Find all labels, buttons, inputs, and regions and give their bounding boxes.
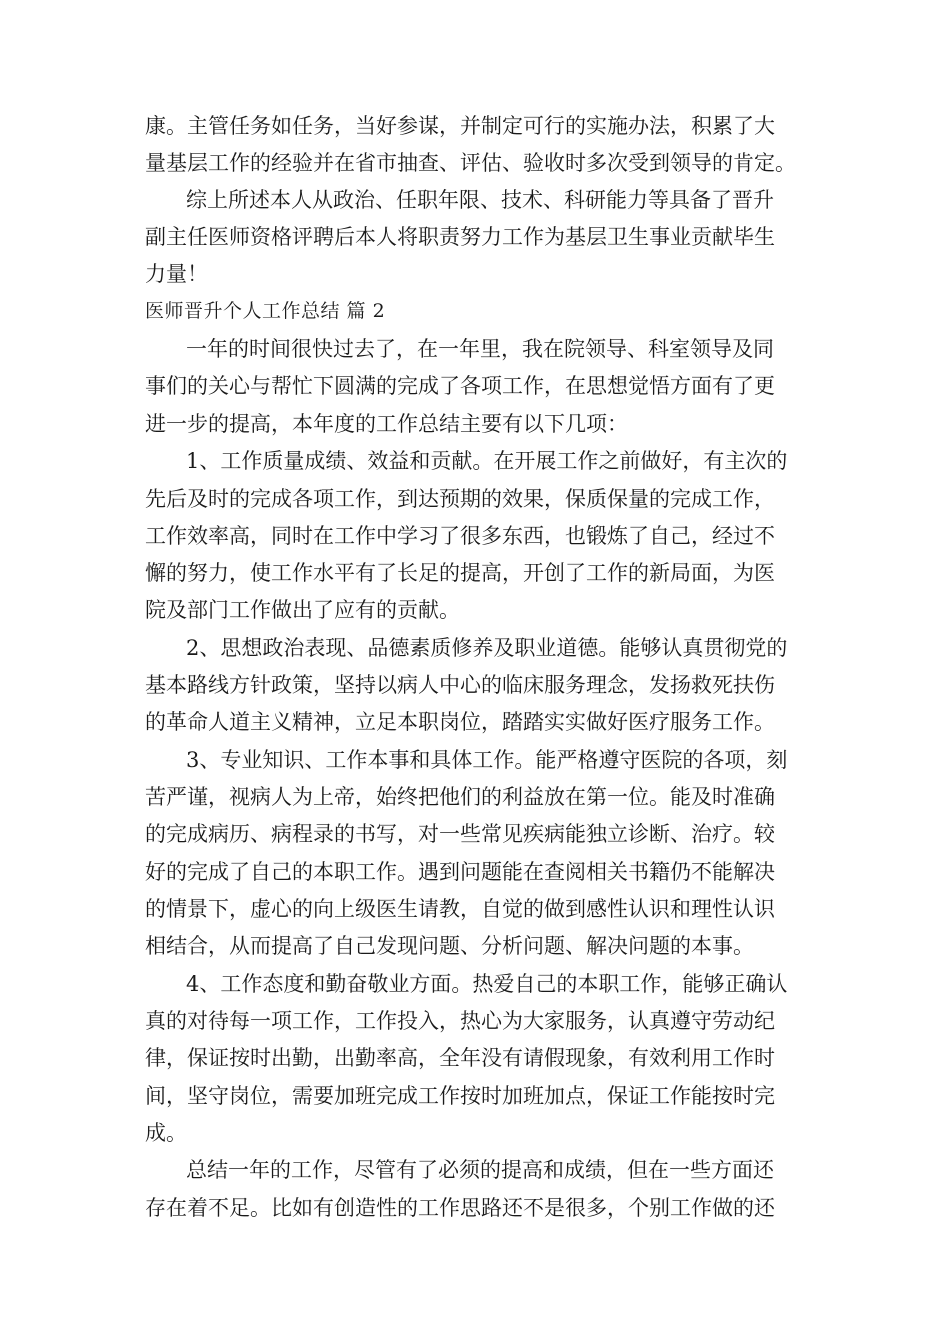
text-line: 工作效率高，同时在工作中学习了很多东西，也锻炼了自己，经过不: [145, 524, 775, 548]
text-line: 的完成病历、病程录的书写，对一些常见疾病能独立诊断、治疗。较: [145, 822, 775, 846]
text-line: 1、工作质量成绩、效益和贡献。在开展工作之前做好，有主次的: [186, 449, 788, 473]
text-line: 存在着不足。比如有创造性的工作思路还不是很多，个别工作做的还: [145, 1196, 775, 1220]
text-line: 律，保证按时出勤，出勤率高，全年没有请假现象，有效利用工作时: [145, 1046, 775, 1070]
text-line: 事们的关心与帮忙下圆满的完成了各项工作，在思想觉悟方面有了更: [145, 374, 775, 398]
text-line: 康。主管任务如任务，当好参谋，并制定可行的实施办法，积累了大: [145, 114, 775, 138]
text-line: 先后及时的完成各项工作，到达预期的效果，保质保量的完成工作，: [145, 487, 775, 511]
text-line: 力量！: [145, 262, 208, 286]
text-line: 量基层工作的经验并在省市抽查、评估、验收时多次受到领导的肯定。: [145, 151, 796, 175]
text-line: 苦严谨，视病人为上帝，始终把他们的利益放在第一位。能及时准确: [145, 785, 775, 809]
text-line: 综上所述本人从政治、任职年限、技术、科研能力等具备了晋升: [186, 188, 774, 212]
text-line: 的革命人道主义精神，立足本职岗位，踏踏实实做好医疗服务工作。: [145, 710, 775, 734]
text-line: 懈的努力，使工作水平有了长足的提高，开创了工作的新局面，为医: [145, 561, 775, 585]
text-line: 3、专业知识、工作本事和具体工作。能严格遵守医院的各项，刻: [186, 748, 788, 772]
text-line: 成。: [145, 1121, 187, 1145]
text-line: 副主任医师资格评聘后本人将职责努力工作为基层卫生事业贡献毕生: [145, 225, 775, 249]
text-line: 真的对待每一项工作，工作投入，热心为大家服务，认真遵守劳动纪: [145, 1009, 775, 1033]
text-line: 相结合，从而提高了自己发现问题、分析问题、解决问题的本事。: [145, 934, 754, 958]
text-line: 总结一年的工作，尽管有了必须的提高和成绩，但在一些方面还: [186, 1158, 774, 1182]
text-line: 的情景下，虚心的向上级医生请教，自觉的做到感性认识和理性认识: [145, 897, 775, 921]
text-line: 间，坚守岗位，需要加班完成工作按时加班加点，保证工作能按时完: [145, 1084, 775, 1108]
text-line: 4、工作态度和勤奋敬业方面。热爱自己的本职工作，能够正确认: [186, 972, 788, 996]
text-line: 一年的时间很快过去了，在一年里，我在院领导、科室领导及同: [186, 337, 774, 361]
text-line: 基本路线方针政策，坚持以病人中心的临床服务理念，发扬救死扶伤: [145, 673, 775, 697]
text-line: 进一步的提高，本年度的工作总结主要有以下几项：: [145, 412, 628, 436]
text-line: 2、思想政治表现、品德素质修养及职业道德。能够认真贯彻党的: [186, 636, 788, 660]
text-line: 好的完成了自己的本职工作。遇到问题能在查阅相关书籍仍不能解决: [145, 860, 775, 884]
text-line: 院及部门工作做出了应有的贡献。: [145, 598, 460, 622]
section-heading: 医师晋升个人工作总结 篇 2: [145, 300, 386, 322]
